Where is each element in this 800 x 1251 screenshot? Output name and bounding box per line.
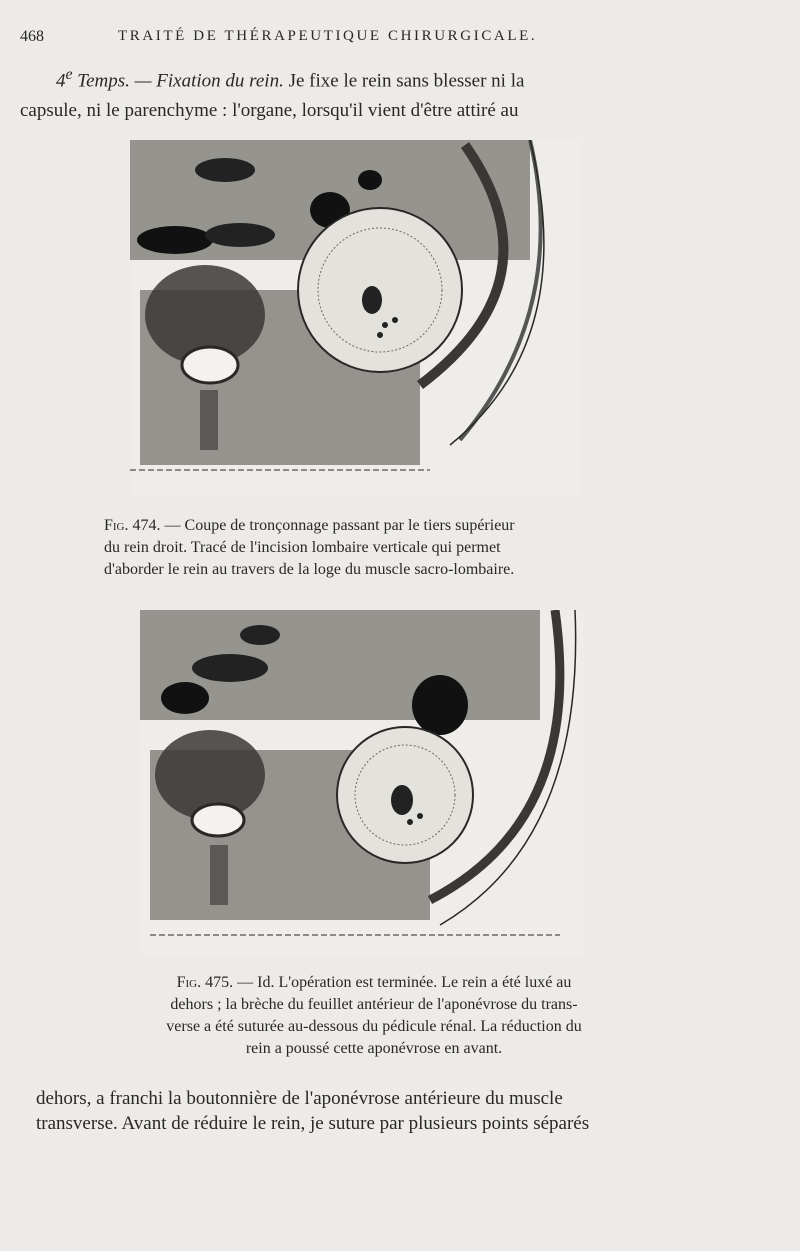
step-number: 4 bbox=[56, 70, 66, 92]
anatomical-section-illustration-2 bbox=[140, 610, 585, 955]
figure-475-caption bbox=[104, 972, 644, 1060]
body-line-1: dehors, a franchi la boutonnière de l'aponévrose antérieure du muscle bbox=[36, 1088, 563, 1109]
page-number: 468 bbox=[20, 28, 44, 45]
caption-475-text-1: — Id. L'opération est terminée. Le rein a été luxé au bbox=[237, 974, 572, 991]
caption-474-line-3: d'aborder le rein au travers de la loge du muscle sacro-lombaire. bbox=[104, 561, 515, 578]
caption-474-line-1 bbox=[104, 515, 644, 537]
figure-475-label: Fig. 475. bbox=[176, 974, 234, 991]
running-title: TRAITÉ DE THÉRAPEUTIQUE CHIRURGICALE. bbox=[118, 28, 538, 44]
caption-475-line-4: rein a poussé cette aponévrose en avant. bbox=[245, 1040, 503, 1057]
intro-line-2: capsule, ni le parenchyme : l'organe, lorsqu'il vient d'être attiré au bbox=[20, 100, 519, 122]
running-head bbox=[20, 28, 780, 52]
caption-475-line-3: verse a été suturée au-dessous du pédicule rénal. La réduction du bbox=[166, 1018, 582, 1035]
intro-text-1: Je fixe le rein sans blesser ni la bbox=[283, 70, 525, 92]
caption-474-line-2: du rein droit. Tracé de l'incision lombaire verticale qui permet bbox=[104, 539, 501, 556]
intro-line-1 bbox=[20, 60, 700, 96]
anatomical-section-illustration-1 bbox=[130, 140, 580, 495]
body-paragraph bbox=[36, 1086, 756, 1136]
figure-474-label: Fig. 474. bbox=[104, 517, 161, 534]
caption-475-line-2: dehors ; la brèche du feuillet antérieur de l'aponévrose du trans- bbox=[170, 996, 578, 1013]
figure-474-illustration bbox=[130, 140, 580, 495]
step-number-superscript: e bbox=[65, 66, 73, 83]
figure-475-illustration bbox=[140, 610, 585, 955]
step-heading: Temps. — Fixation du rein. bbox=[72, 70, 284, 92]
figure-474-caption bbox=[104, 515, 644, 581]
caption-474-text-1: — Coupe de tronçonnage passant par le tiers supérieur bbox=[164, 517, 515, 534]
intro-paragraph bbox=[20, 60, 700, 126]
body-line-2: transverse. Avant de réduire le rein, je suture par plusieurs points séparés bbox=[36, 1113, 590, 1134]
caption-475-line-1 bbox=[104, 972, 644, 994]
